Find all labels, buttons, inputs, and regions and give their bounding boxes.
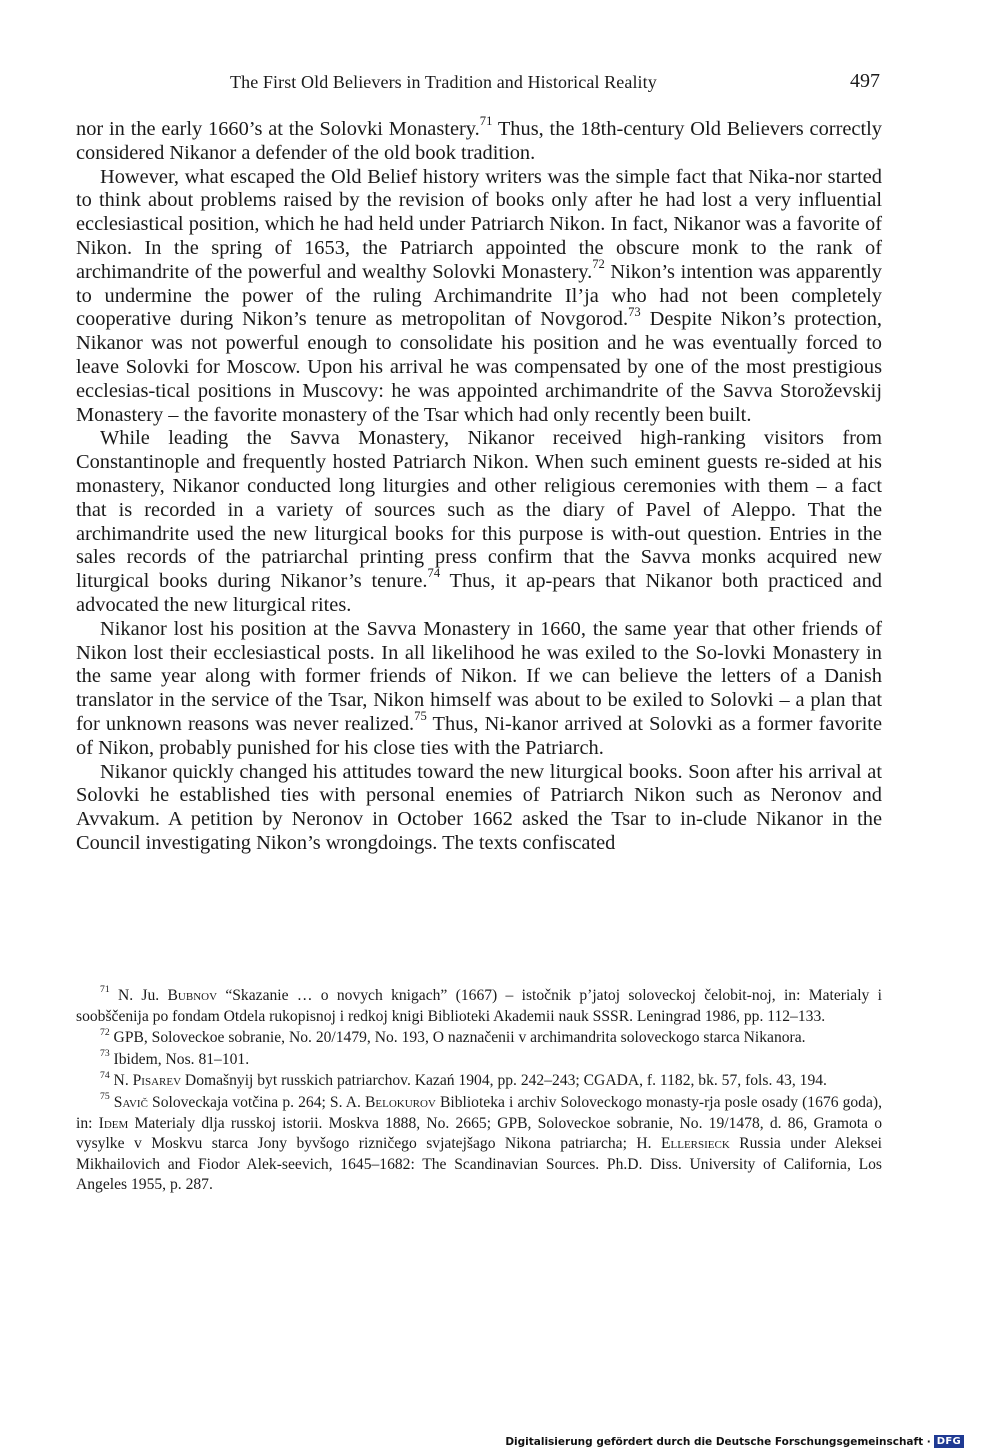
note-marker: 75: [414, 709, 427, 724]
body-paragraph: However, what escaped the Old Belief history writers was the simple fact that Nika-nor started to think about problems raised by the revision of books only after he had lost a very influential ecclesiastical position, which he had held under Patriarch Nikon. In fact, Nikanor was a favorite of Nikon. In the spring of 1653, the Patriarch appointed the obscure monk to the rank of archimandrite of the powerful and wealthy Solovki Monastery.$^{72}$ Nikon’s intention was apparently to undermine the power of the ruling Archimandrite Il’ja who had not been completely cooperative during Nikon’s tenure as metropolitan of Novgorod.$^{73}$ Despite Nikon’s protection, Nikanor was not powerful enough to consolidate his position and he was eventually forced to leave Solovki for Moscow. Upon his arrival he was compensated by one of the most prestigious ecclesias-tical positions in Muscovy: he was appointed archimandrite of the Savva Storoževskij Monastery – the favorite monastery of the Tsar which had only recently been built.: [76, 165, 883, 426]
note-marker: 71: [100, 984, 110, 996]
note-marker: 72: [592, 257, 605, 272]
digitization-credit: [505, 1435, 964, 1448]
credit-text: Digitalisierung gefördert durch die Deutsche Forschungsgemeinschaft ·: [505, 1435, 931, 1448]
body-paragraph: Nikanor lost his position at the Savva Monastery in 1660, the same year that other friends of Nikon lost their ecclesiastical posts. In all likelihood he was exiled to the So-lovki Monastery in the same year along with former friends of Nikon. If we can believe the letters of a Danish translator in the service of the Tsar, Nikon himself was about to be exiled to Solovki – a plan that for unknown reasons was never realized.$^{75}$ Thus, Ni-kanor arrived at Solovki as a former favorite of Nikon, probably punished for his close ties with the Patriarch.: [76, 617, 882, 759]
body-paragraph: While leading the Savva Monastery, Nikanor received high-ranking visitors from Constantinople and frequently hosted Patriarch Nikon. When such eminent guests re-sided at his monastery, Nikanor conducted long liturgies and other religious ceremonies with them – a fact that is recorded in a variety of sources such as the diary of Pavel of Aleppo. That the archimandrite used the new liturgical books for this purpose is with-out question. Entries in the sales records of the patriarchal printing press confirm that the Savva monks acquired new liturgical books during Nikanor’s tenure.$^{74}$ Thus, it ap-pears that Nikanor both practiced and advocated the new liturgical rites.: [76, 427, 882, 616]
page-header: [230, 70, 880, 98]
note-marker: 73: [100, 1048, 110, 1060]
footnote: $^{71}$ N. Ju. Bubnov “Skazanie … o novych knigach” (1667) – istočnik p’jatoj soloveckoj čelobit-noj, in: Materialy i soobščenija po fondam Otdela rukopisnoj i redkoj knigi Biblioteki Akademii nauk SSSR. Leningrad 1986, pp. 112–133.: [76, 984, 882, 1025]
note-marker: 73: [628, 304, 641, 319]
author-name: Bubnov: [167, 987, 218, 1004]
author-name: Idem: [98, 1114, 129, 1132]
running-title: The First Old Believers in Tradition and Historical Reality: [230, 72, 657, 92]
note-marker: 74: [427, 566, 441, 581]
body-paragraph: Nikanor quickly changed his attitudes toward the new liturgical books. Soon after his arrival at Solovki he established ties with personal enemies of Patriarch Nikon such as Neronov and Avvakum. A petition by Neronov in October 1662 asked the Tsar to in-clude Nikanor in the Council investigating Nikon’s wrongdoings. The texts confiscated: [76, 760, 882, 854]
footnotes: [76, 986, 882, 1197]
dfg-logo-icon: DFG: [934, 1435, 964, 1448]
author-name: Pisarev: [132, 1072, 182, 1090]
body-text: [76, 114, 883, 856]
note-marker: 71: [479, 114, 493, 129]
note-marker: 75: [100, 1091, 110, 1103]
footnote: $^{75}$ Savič Soloveckaja votčina p. 264; S. A. Belokurov Biblioteka i archiv Soloveckogo monasty-rja posle osady (1676 goda), in: Idem Materialy dlja russkoj istorii. Moskva 1888, No. 2665; GPB, Soloveckoe sobranie, No. 19/1478, d. 86, Gramota o vysylke v Moskvu starca Jony byvšogo rizničego svjatejšago Nikona patriarcha; H. Ellersieck Russia under Aleksei Mikhailovich and Fiodor Alek-seevich, 1645–1682: The Scandinavian Sources. Ph.D. Diss. University of California, Los Angeles 1955, p. 287.: [76, 1091, 882, 1194]
author-name: Savič: [113, 1093, 148, 1111]
footnote: $^{73}$ Ibidem, Nos. 81–101.: [100, 1048, 250, 1068]
body-paragraph: nor in the early 1660’s at the Solovki Monastery.$^{71}$ Thus, the 18th-century Old Believers correctly considered Nikanor a defender of the old book tradition.: [76, 114, 882, 164]
page-number: 497: [850, 70, 880, 92]
note-marker: 72: [100, 1026, 110, 1038]
footnote: $^{72}$ GPB, Soloveckoe sobranie, No. 20/1479, No. 193, O naznačenii v archimandrita soloveckogo starca Nikanora.: [100, 1026, 806, 1047]
author-name: Ellersieck: [660, 1135, 730, 1153]
author-name: Belokurov: [364, 1093, 436, 1111]
note-marker: 74: [100, 1069, 110, 1081]
footnote: $^{74}$ N. Pisarev Domašnyij byt russkich patriarchov. Kazań 1904, pp. 242–243; CGADA, f. 1182, bk. 57, fols. 43, 194.: [100, 1069, 827, 1090]
